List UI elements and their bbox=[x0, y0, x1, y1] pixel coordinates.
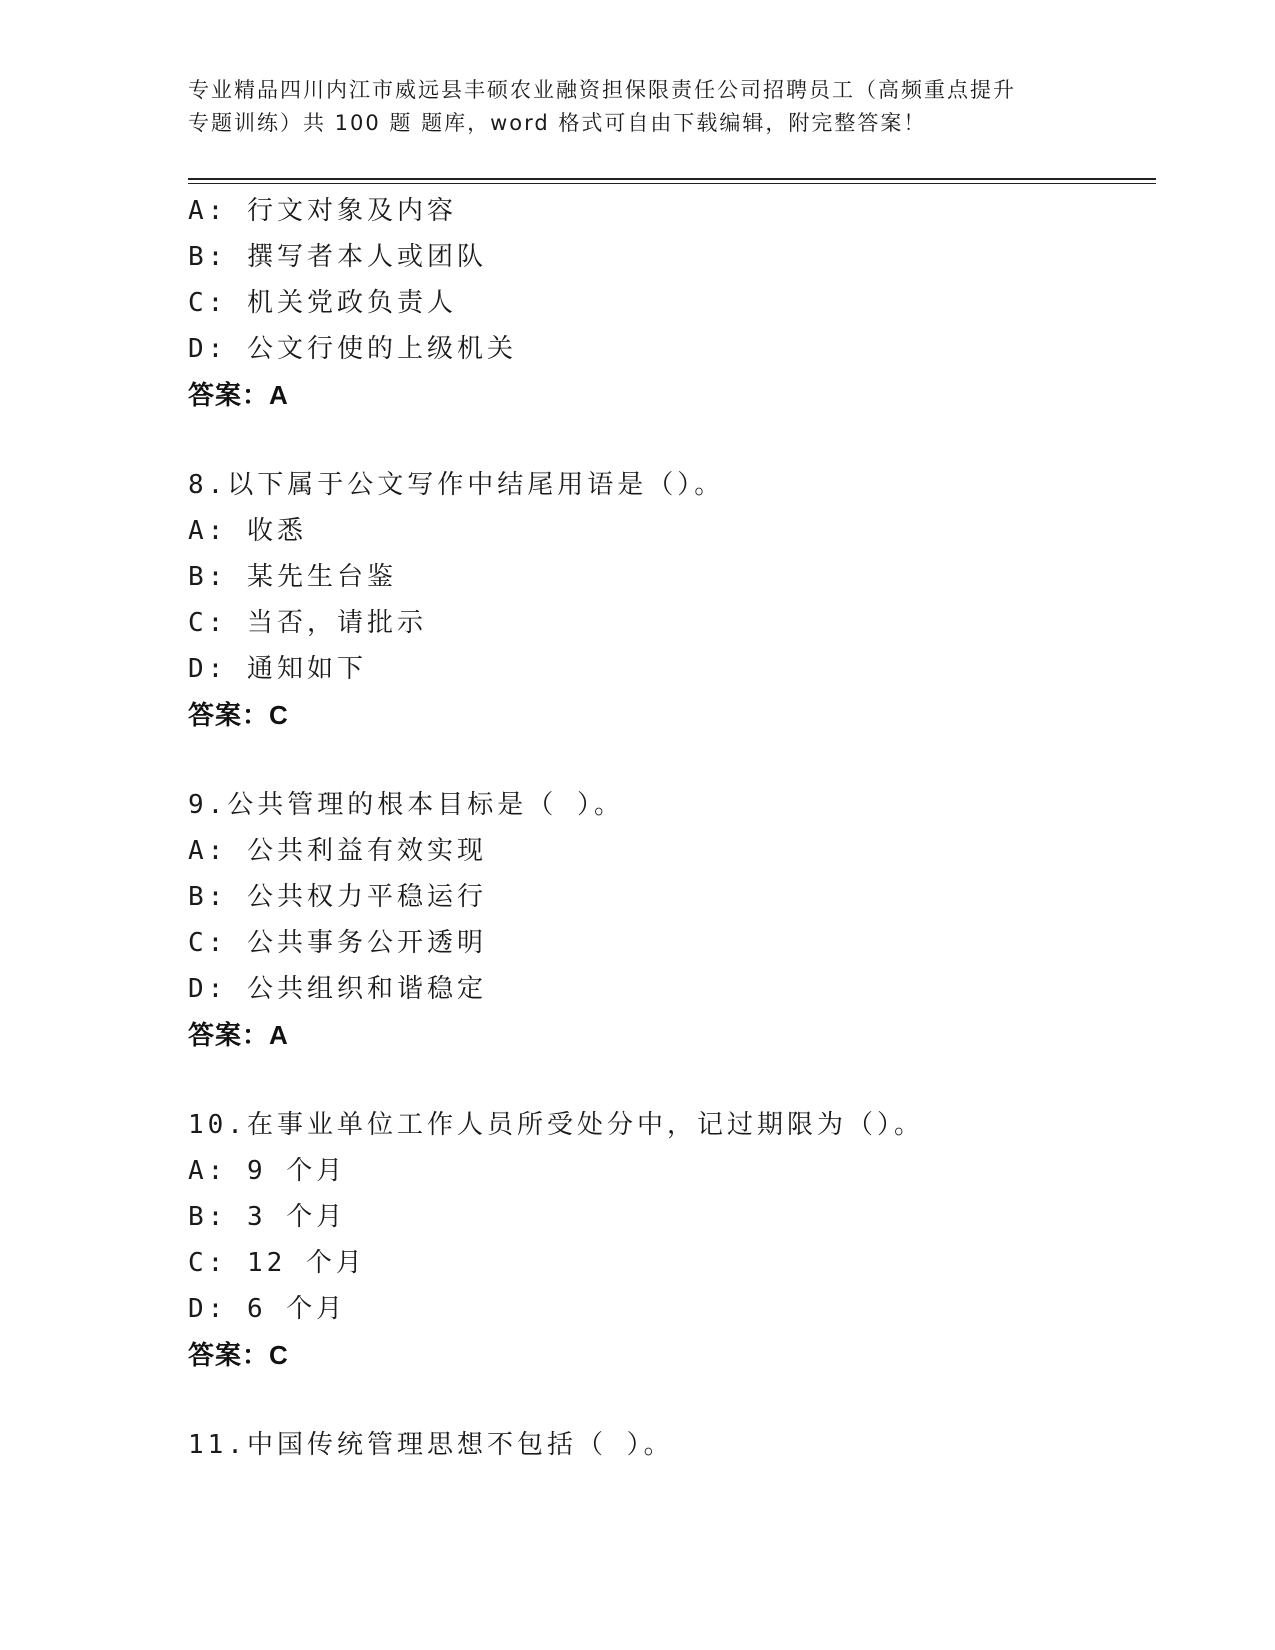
option-b: B: 3 个月 bbox=[188, 1202, 347, 1232]
answer: 答案：C bbox=[188, 1340, 289, 1370]
header-divider-thick bbox=[188, 178, 1156, 180]
option-c: C: 当否，请批示 bbox=[188, 608, 427, 638]
header-line-2: 专题训练）共 100 题 题库，word 格式可自由下载编辑，附完整答案！ bbox=[188, 111, 927, 135]
spacer bbox=[188, 1058, 1148, 1102]
option-c: C: 12 个月 bbox=[188, 1248, 366, 1278]
question-7 bbox=[188, 188, 1148, 418]
question-title: 8.以下属于公文写作中结尾用语是（）。 bbox=[188, 470, 725, 500]
question-11 bbox=[188, 1422, 1148, 1468]
question-9 bbox=[188, 782, 1148, 1058]
question-title: 10.在事业单位工作人员所受处分中，记过期限为（）。 bbox=[188, 1110, 924, 1140]
answer: 答案：A bbox=[188, 380, 289, 410]
option-d: D: 公文行使的上级机关 bbox=[188, 334, 517, 364]
option-d: D: 公共组织和谐稳定 bbox=[188, 974, 487, 1004]
question-list bbox=[188, 188, 1148, 1468]
option-c: C: 公共事务公开透明 bbox=[188, 928, 487, 958]
option-d: D: 通知如下 bbox=[188, 654, 367, 684]
option-b: B: 公共权力平稳运行 bbox=[188, 882, 487, 912]
option-b: B: 某先生台鉴 bbox=[188, 562, 397, 592]
header-line-1: 专业精品四川内江市威远县丰硕农业融资担保限责任公司招聘员工（高频重点提升 bbox=[188, 78, 1016, 102]
spacer bbox=[188, 1378, 1148, 1422]
answer: 答案：A bbox=[188, 1020, 289, 1050]
question-8 bbox=[188, 462, 1148, 738]
option-d: D: 6 个月 bbox=[188, 1294, 347, 1324]
spacer bbox=[188, 738, 1148, 782]
option-b: B: 撰写者本人或团队 bbox=[188, 242, 487, 272]
option-a: A: 收悉 bbox=[188, 516, 307, 546]
answer: 答案：C bbox=[188, 700, 289, 730]
question-10 bbox=[188, 1102, 1148, 1378]
header-divider-thin bbox=[188, 183, 1156, 184]
question-title: 11.中国传统管理思想不包括（ ）。 bbox=[188, 1430, 674, 1460]
question-title: 9.公共管理的根本目标是（ ）。 bbox=[188, 790, 624, 820]
spacer bbox=[188, 418, 1148, 462]
option-a: A: 行文对象及内容 bbox=[188, 196, 457, 226]
document-header bbox=[188, 74, 1088, 140]
option-c: C: 机关党政负责人 bbox=[188, 288, 457, 318]
option-a: A: 公共利益有效实现 bbox=[188, 836, 487, 866]
option-a: A: 9 个月 bbox=[188, 1156, 347, 1186]
